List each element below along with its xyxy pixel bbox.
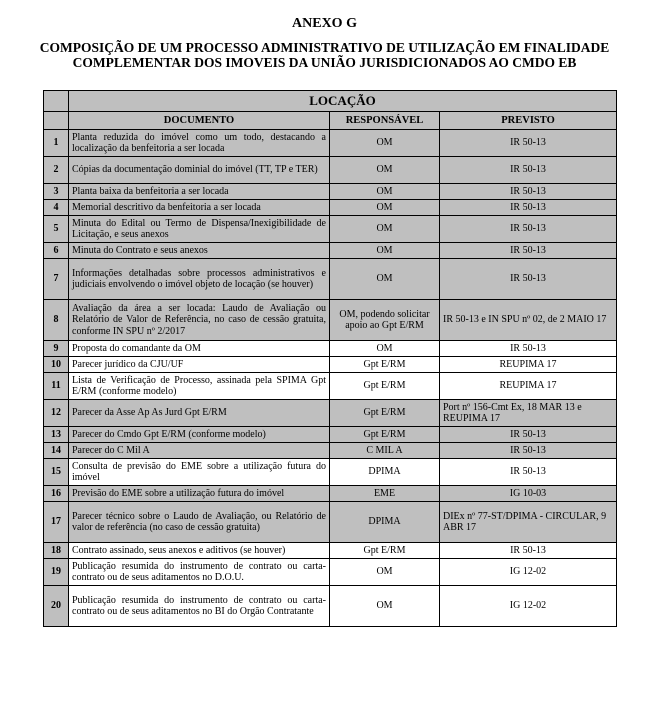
row-number: 4 [44, 200, 69, 216]
row-number: 15 [44, 459, 69, 486]
documento-cell: Parecer da Asse Ap As Jurd Gpt E/RM [69, 400, 330, 427]
responsavel-cell: OM, podendo solicitar apoio ao Gpt E/RM [330, 300, 440, 341]
table-row [44, 157, 617, 184]
row-number: 10 [44, 357, 69, 373]
previsto-cell: IR 50-13 e IN SPU nº 02, de 2 MAIO 17 [440, 300, 617, 341]
table-row [44, 259, 617, 300]
responsavel-cell: OM [330, 586, 440, 627]
responsavel-cell: OM [330, 559, 440, 586]
header-blank-cell [44, 112, 69, 130]
responsavel-cell: OM [330, 157, 440, 184]
row-number: 13 [44, 427, 69, 443]
documento-cell: Memorial descritivo da benfeitoria a ser locada [69, 200, 330, 216]
documento-cell: Parecer do Cmdo Gpt E/RM (conforme modelo) [69, 427, 330, 443]
row-number: 19 [44, 559, 69, 586]
header-row [44, 112, 617, 130]
row-number: 20 [44, 586, 69, 627]
documento-cell: Consulta de previsão do EME sobre a utilização futura do imóvel [69, 459, 330, 486]
row-number: 12 [44, 400, 69, 427]
documento-cell: Contrato assinado, seus anexos e aditivos (se houver) [69, 543, 330, 559]
section-title: LOCAÇÃO [69, 91, 617, 112]
table-row [44, 559, 617, 586]
table-row [44, 357, 617, 373]
previsto-cell: IR 50-13 [440, 341, 617, 357]
responsavel-cell: Gpt E/RM [330, 427, 440, 443]
row-number: 9 [44, 341, 69, 357]
documento-cell: Avaliação da área a ser locada: Laudo de Avaliação ou Relatório de Valor de Referência, no caso de cessão gratuita, conforme IN SPU nº 2/2017 [69, 300, 330, 341]
responsavel-cell: OM [330, 184, 440, 200]
column-header-previsto: PREVISTO [440, 112, 617, 130]
process-table [43, 90, 617, 627]
responsavel-cell: OM [330, 216, 440, 243]
responsavel-cell: EME [330, 486, 440, 502]
responsavel-cell: OM [330, 243, 440, 259]
responsavel-cell: Gpt E/RM [330, 357, 440, 373]
document-title [0, 40, 649, 70]
table-row [44, 130, 617, 157]
previsto-cell: IR 50-13 [440, 200, 617, 216]
table-row [44, 300, 617, 341]
documento-cell: Planta baixa da benfeitoria a ser locada [69, 184, 330, 200]
documento-cell: Planta reduzida do imóvel como um todo, destacando a localização da benfeitoria a ser locada [69, 130, 330, 157]
responsavel-cell: Gpt E/RM [330, 543, 440, 559]
previsto-cell: IG 12-02 [440, 559, 617, 586]
document-title-line-2: COMPLEMENTAR DOS IMOVEIS DA UNIÃO JURISDICIONADOS AO CMDO EB [72, 55, 577, 70]
documento-cell: Previsão do EME sobre a utilização futura do imóvel [69, 486, 330, 502]
previsto-cell: IR 50-13 [440, 243, 617, 259]
documento-cell: Minuta do Contrato e seus anexos [69, 243, 330, 259]
table-row [44, 184, 617, 200]
row-number: 14 [44, 443, 69, 459]
documento-cell: Parecer técnico sobre o Laudo de Avaliação, ou Relatório de valor de referência (no caso de cessão gratuita) [69, 502, 330, 543]
previsto-cell: IR 50-13 [440, 543, 617, 559]
section-blank-cell [44, 91, 69, 112]
responsavel-cell: OM [330, 130, 440, 157]
previsto-cell: IR 50-13 [440, 427, 617, 443]
table-row [44, 502, 617, 543]
previsto-cell: IR 50-13 [440, 216, 617, 243]
documento-cell: Parecer do C Mil A [69, 443, 330, 459]
table-row [44, 543, 617, 559]
table-row [44, 586, 617, 627]
responsavel-cell: OM [330, 200, 440, 216]
responsavel-cell: Gpt E/RM [330, 373, 440, 400]
previsto-cell: Port nº 156-Cmt Ex, 18 MAR 13 e REUPIMA 17 [440, 400, 617, 427]
column-header-responsavel: RESPONSÁVEL [330, 112, 440, 130]
responsavel-cell: DPIMA [330, 459, 440, 486]
documento-cell: Parecer jurídico da CJU/UF [69, 357, 330, 373]
responsavel-cell: OM [330, 259, 440, 300]
previsto-cell: IR 50-13 [440, 130, 617, 157]
table-row [44, 459, 617, 486]
previsto-cell: REUPIMA 17 [440, 357, 617, 373]
documento-cell: Publicação resumida do instrumento de contrato ou carta-contrato ou de seus aditamentos no BI do Orgão Contratante [69, 586, 330, 627]
previsto-cell: IR 50-13 [440, 443, 617, 459]
document-title-line-1: COMPOSIÇÃO DE UM PROCESSO ADMINISTRATIVO DE UTILIZAÇÃO EM FINALIDADE [39, 40, 610, 55]
responsavel-cell: Gpt E/RM [330, 400, 440, 427]
row-number: 8 [44, 300, 69, 341]
responsavel-cell: OM [330, 341, 440, 357]
section-row [44, 91, 617, 112]
row-number: 7 [44, 259, 69, 300]
row-number: 1 [44, 130, 69, 157]
responsavel-cell: DPIMA [330, 502, 440, 543]
previsto-cell: IR 50-13 [440, 157, 617, 184]
row-number: 2 [44, 157, 69, 184]
column-header-documento: DOCUMENTO [69, 112, 330, 130]
table-row [44, 400, 617, 427]
previsto-cell: REUPIMA 17 [440, 373, 617, 400]
previsto-cell: IG 12-02 [440, 586, 617, 627]
previsto-cell: DIEx nº 77-ST/DPIMA - CIRCULAR, 9 ABR 17 [440, 502, 617, 543]
annex-title: ANEXO G [292, 16, 357, 31]
row-number: 18 [44, 543, 69, 559]
responsavel-cell: C MIL A [330, 443, 440, 459]
table-row [44, 200, 617, 216]
documento-cell: Cópias da documentação dominial do imóvel (TT, TP e TER) [69, 157, 330, 184]
row-number: 11 [44, 373, 69, 400]
documento-cell: Publicação resumida do instrumento de contrato ou carta-contrato ou de seus aditamentos no D.O.U. [69, 559, 330, 586]
documento-cell: Informações detalhadas sobre processos administrativos e judiciais envolvendo o imóvel objeto de locação (se houver) [69, 259, 330, 300]
table-row [44, 427, 617, 443]
row-number: 6 [44, 243, 69, 259]
previsto-cell: IR 50-13 [440, 259, 617, 300]
table-row [44, 486, 617, 502]
table-row [44, 341, 617, 357]
documento-cell: Minuta do Edital ou Termo de Dispensa/Inexigibilidade de Licitação, e seus anexos [69, 216, 330, 243]
previsto-cell: IR 50-13 [440, 184, 617, 200]
row-number: 16 [44, 486, 69, 502]
table-row [44, 373, 617, 400]
table-row [44, 443, 617, 459]
previsto-cell: IR 50-13 [440, 459, 617, 486]
row-number: 17 [44, 502, 69, 543]
table-row [44, 216, 617, 243]
previsto-cell: IG 10-03 [440, 486, 617, 502]
row-number: 3 [44, 184, 69, 200]
table-row [44, 243, 617, 259]
documento-cell: Lista de Verificação de Processo, assinada pela SPIMA Gpt E/RM (conforme modelo) [69, 373, 330, 400]
documento-cell: Proposta do comandante da OM [69, 341, 330, 357]
row-number: 5 [44, 216, 69, 243]
